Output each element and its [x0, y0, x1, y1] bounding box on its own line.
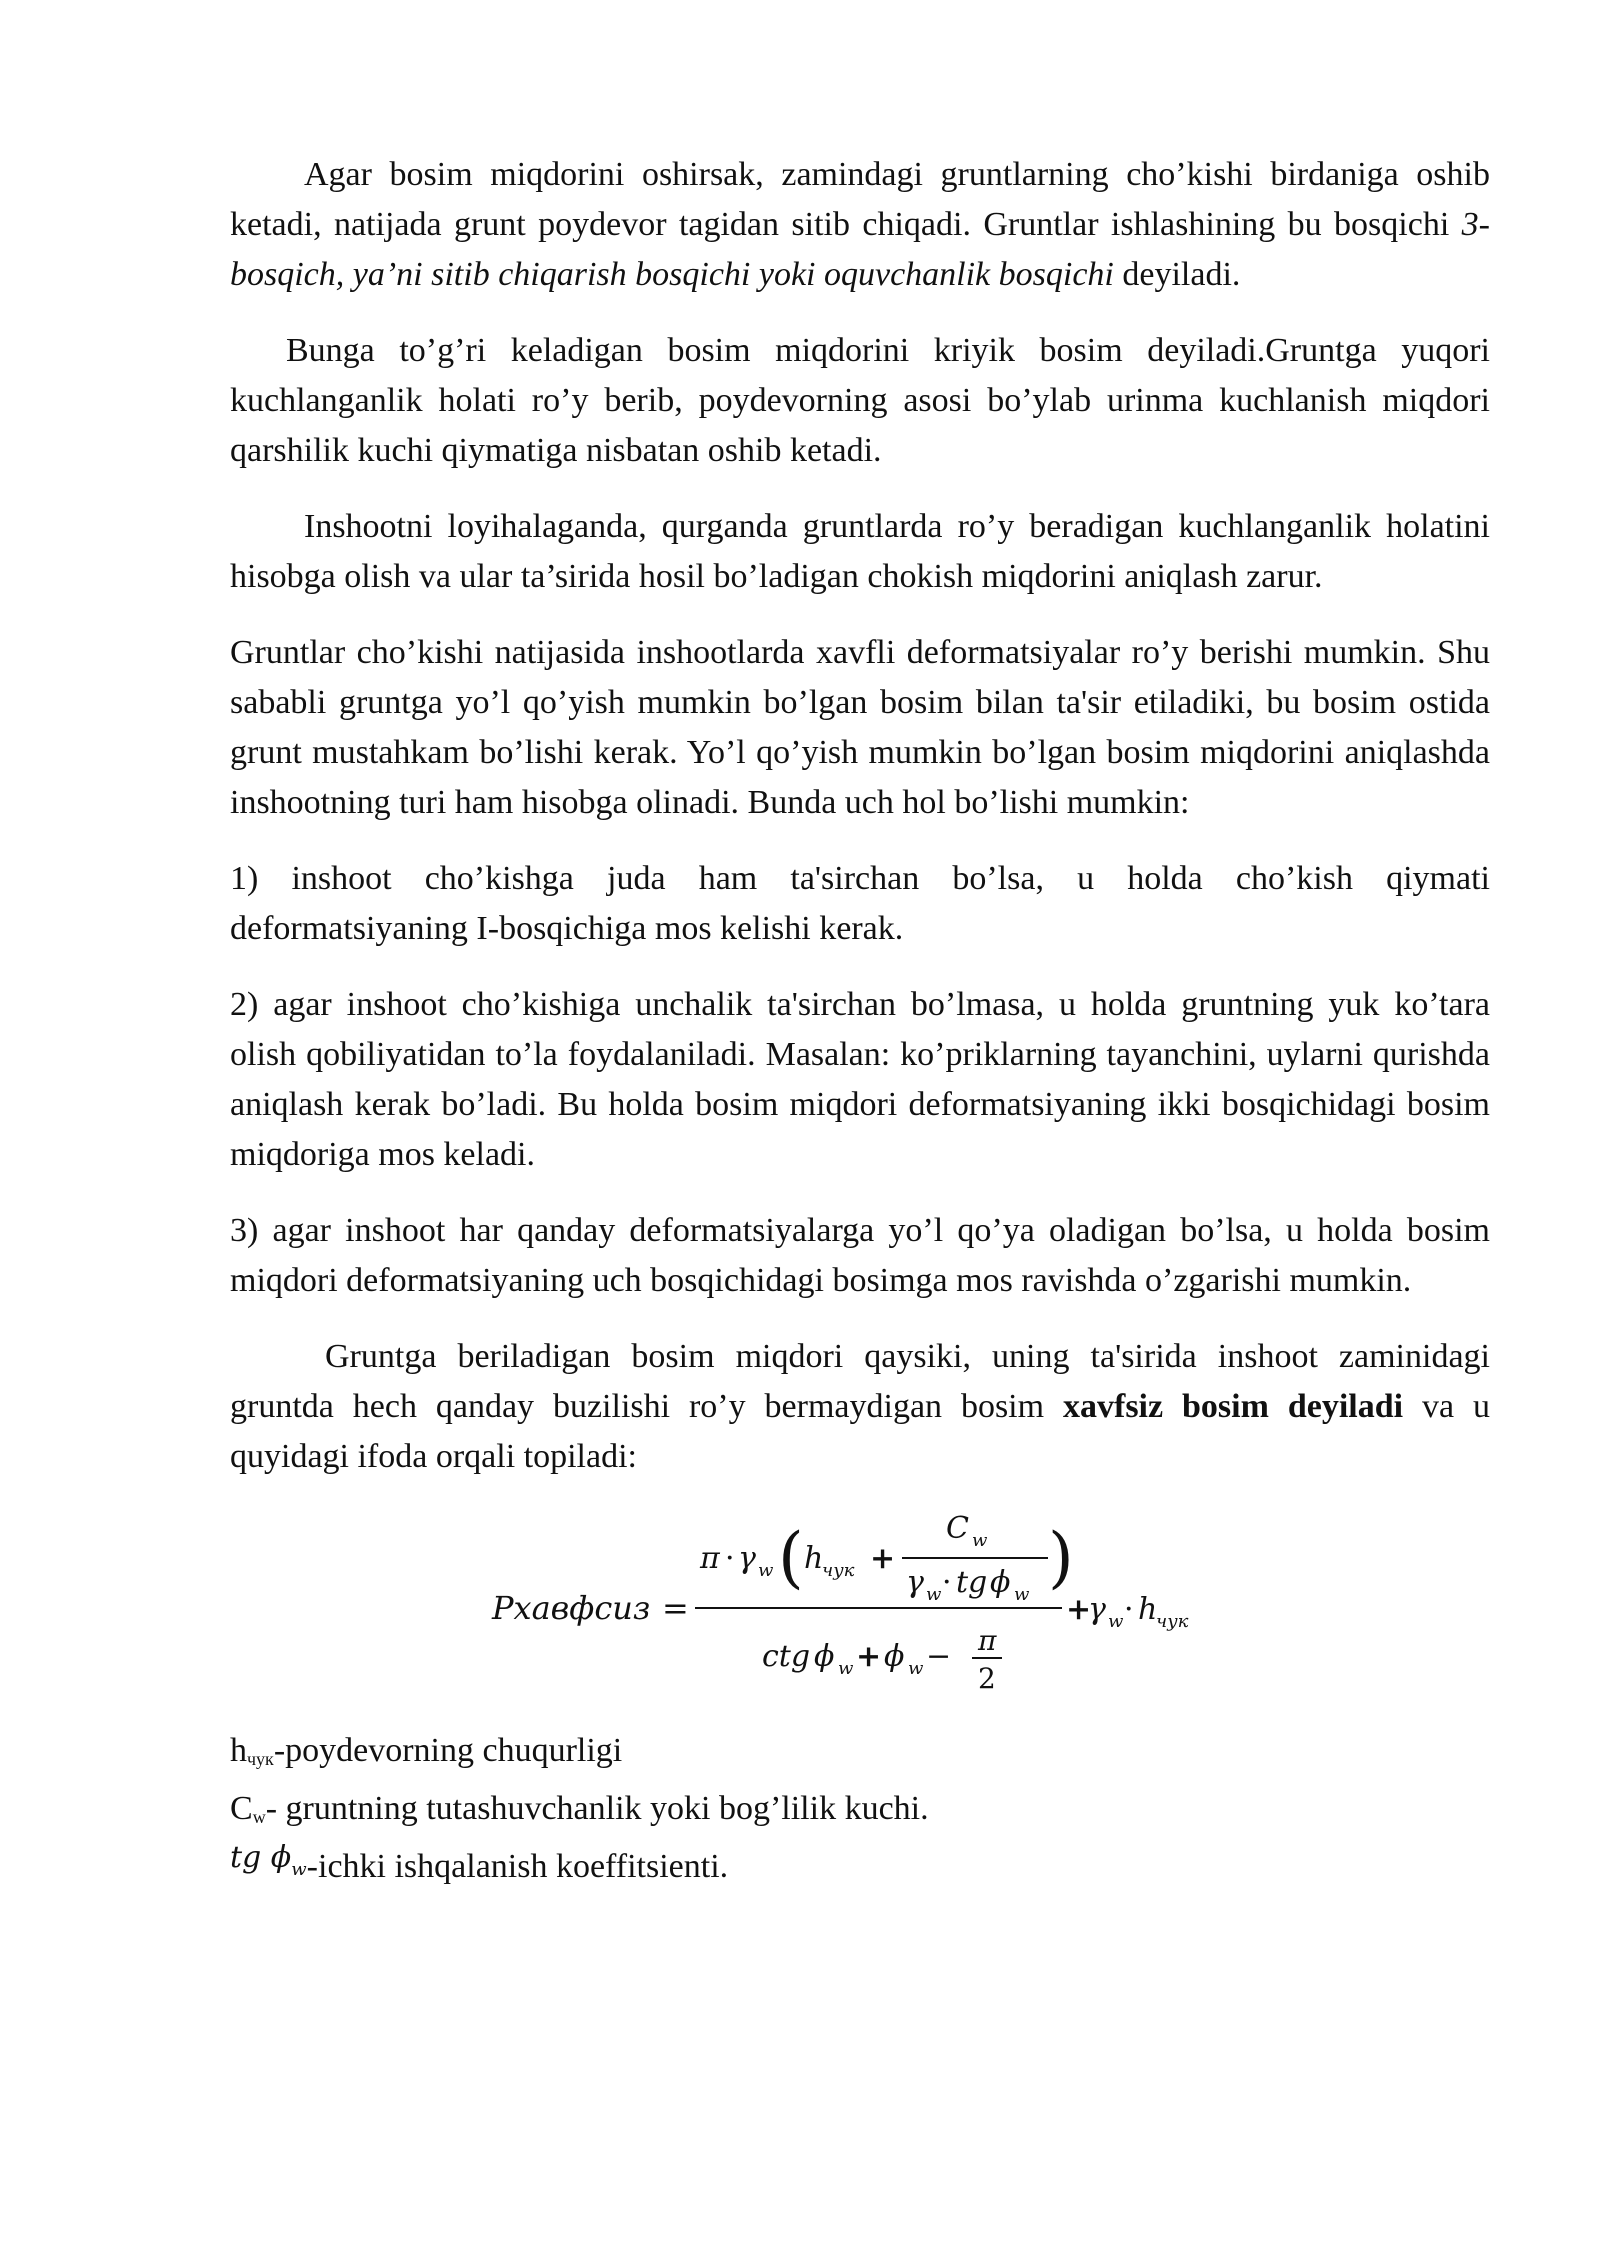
- formula-lhs: Pxавфсиз: [492, 1589, 651, 1627]
- formula-sub-w: w: [908, 1658, 924, 1679]
- formula-sub-w: w: [838, 1658, 854, 1679]
- paragraph-deformations: Gruntlar cho’kishi natijasida inshootlarda xavfli deformatsiyalar ro’y berishi mumkin. Shu sababli gruntga yo’l qo’yish mumkin bo’lgan bosim bilan ta'sir etiladiki, bu bosim ostida grunt mustahkam bo’lishi kerak. Yo’l qo’yish mumkin bo’lgan bosim miqdorini aniqlashda inshootning turi ham hisobga olinadi. Bunda uch hol bo’lishi mumkin:: [230, 634, 1490, 821]
- formula-sub-w: w: [926, 1584, 942, 1605]
- formula-sub-w: w: [758, 1560, 774, 1581]
- paragraph-case-two: 2) agar inshoot cho’kishiga unchalik ta'sirchan bo’lmasa, u holda gruntning yuk ko’tara olish qobiliyatidan to’la foydalaniladi. Masalan: ko’priklarning tayanchini, uylarni qurishda aniqlash kerak bo’ladi. Bu holda bosim miqdori deformatsiyaning ikki bosqichidagi bosim miqdoriga mos keladi.: [230, 986, 1490, 1173]
- formula-h: h: [804, 1541, 824, 1576]
- formula-equals: =: [662, 1589, 689, 1627]
- formula-cdot: ·: [942, 1565, 952, 1600]
- paragraph-case-one: 1) inshoot cho’kishga juda ham ta'sirchan bo’lsa, u holda cho’kish qiymati deformatsiyaning I-bosqichiga mos kelishi kerak.: [230, 860, 1490, 947]
- definition-subscript: чук: [247, 1749, 274, 1769]
- formula-cdot: ·: [1124, 1592, 1134, 1627]
- definition-subscript: w: [252, 1807, 266, 1827]
- formula-sub-chuk: чук: [822, 1560, 855, 1581]
- definition-depth: [230, 1726, 1490, 1784]
- formula-pi: π: [700, 1541, 720, 1576]
- definition-subscript: w: [291, 1859, 307, 1880]
- definition-text: -poydevorning chuqurligi: [273, 1732, 623, 1769]
- formula-gamma: γ: [1088, 1592, 1106, 1627]
- formula-graphic: [230, 1496, 1490, 1726]
- definition-cohesion: [230, 1784, 1490, 1842]
- formula-h: h: [1138, 1592, 1158, 1627]
- formula-gamma: γ: [738, 1541, 756, 1576]
- formula-plus: +: [856, 1639, 882, 1674]
- formula-right-paren: ): [1048, 1519, 1074, 1596]
- definition-symbol: h: [230, 1732, 247, 1769]
- paragraph-text: va u quyidagi ifoda orqali topiladi:: [230, 1388, 1490, 1475]
- formula-C: C: [946, 1511, 969, 1546]
- definition-friction: [230, 1842, 1490, 1897]
- paragraph-text: Gruntga beriladigan bosim miqdori qaysiki, uning ta'sirida inshoot zaminidagi gruntda hech qanday buzilishi ro’y bermaydigan bosim: [230, 1338, 1490, 1425]
- formula-tg: tg: [956, 1565, 988, 1600]
- italic-stage-name: 3- bosqich, ya’ni sitib chiqarish bosqichi yoki oquvchanlik bosqichi: [230, 206, 1490, 293]
- formula-phi: ϕ: [990, 1565, 1011, 1600]
- paragraph-case-three: 3) agar inshoot har qanday deformatsiyalarga yo’l qo’ya oladigan bo’lsa, u holda bosim miqdori deformatsiyaning uch bosqichidagi bosimga mos ravishda o’zgarishi mumkin.: [230, 1212, 1490, 1299]
- formula-plus: +: [1066, 1592, 1092, 1627]
- definition-text: - gruntning tutashuvchanlik yoki bog’lilik kuchi.: [265, 1790, 929, 1827]
- formula-sub-chuk: чук: [1156, 1611, 1189, 1632]
- paragraph-text: deyiladi.: [1113, 256, 1241, 293]
- formula-minus: −: [926, 1639, 952, 1674]
- formula-pi: π: [978, 1624, 997, 1657]
- formula-gamma: γ: [906, 1565, 924, 1600]
- definition-symbol: tg ϕ: [230, 1840, 292, 1875]
- formula-two: 2: [978, 1662, 996, 1695]
- symbol-definitions: [230, 1726, 1490, 1897]
- formula-sub-w: w: [972, 1530, 988, 1551]
- formula-left-paren: (: [778, 1519, 804, 1596]
- paragraph-stage-three: [230, 150, 1490, 300]
- formula-phi: ϕ: [814, 1639, 835, 1674]
- definition-text: -ichki ishqalanish koeffitsienti.: [306, 1848, 729, 1885]
- bold-term: xavfsiz bosim deyiladi: [1063, 1388, 1404, 1425]
- paragraph-critical-pressure: Bunga to’g’ri keladigan bosim miqdorini kriyik bosim deyiladi.Gruntga yuqori kuchlanganlik holati ro’y berib, poydevorning asosi bo’ylab urinma kuchlanish miqdori qarshilik kuchi qiymatiga nisbatan oshib ketadi.: [230, 332, 1490, 469]
- formula-phi: ϕ: [884, 1639, 905, 1674]
- safe-pressure-formula: [230, 1496, 1490, 1726]
- paragraph-text: Agar bosim miqdorini oshirsak, zamindagi gruntlarning cho’kishi birdaniga oshib ketadi, natijada grunt poydevor tagidan sitib chiqadi. Gruntlar ishlashining bu bosqichi: [230, 156, 1490, 243]
- definition-symbol: C: [230, 1790, 253, 1827]
- formula-cdot: ·: [725, 1541, 735, 1576]
- formula-sub-w: w: [1108, 1611, 1124, 1632]
- formula-sub-w: w: [1014, 1584, 1030, 1605]
- paragraph-safe-pressure: [230, 1332, 1490, 1482]
- paragraph-design-note: Inshootni loyihalaganda, qurganda gruntlarda ro’y beradigan kuchlanganlik holatini hisobga olish va ular ta’sirida hosil bo’ladigan chokish miqdorini aniqlash zarur.: [230, 508, 1490, 595]
- document-page: [230, 150, 1490, 1897]
- formula-ctg: ctg: [762, 1639, 811, 1674]
- formula-plus: +: [870, 1541, 896, 1576]
